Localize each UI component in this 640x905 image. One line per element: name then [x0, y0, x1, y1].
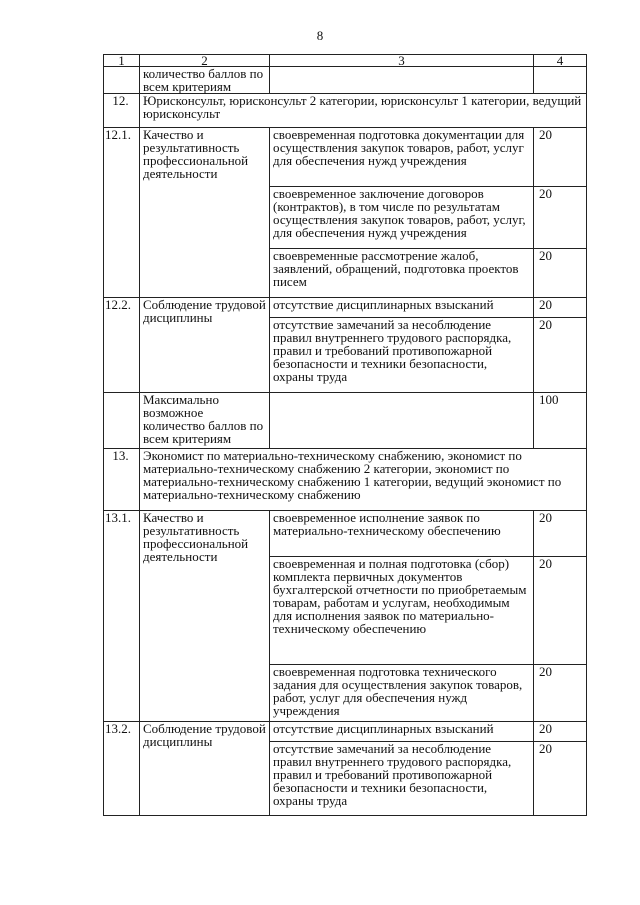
indicator-row	[104, 298, 587, 318]
indicator-score: 20	[534, 557, 587, 665]
indicator-score: 20	[534, 511, 587, 557]
indicator-score: 20	[534, 722, 587, 742]
indicator-score: 20	[534, 318, 587, 393]
indicator-score: 20	[534, 298, 587, 318]
page-number: 8	[316, 28, 324, 43]
group-number: 13.1.	[104, 511, 140, 722]
indicator-text: отсутствие дисциплинарных взысканий	[270, 722, 534, 742]
indicator-score: 20	[534, 187, 587, 249]
indicator-text: своевременные рассмотрение жалоб, заявлений, обращений, подготовка проектов писем	[270, 249, 534, 298]
indicator-score: 20	[534, 128, 587, 187]
indicator-text: своевременное заключение договоров (контрактов), в том числе по результатам осуществления закупок товаров, работ, услуг, для обеспечения нужд учреждения	[270, 187, 534, 249]
indicator-row	[104, 128, 587, 187]
max-score-label: Максимально возможное количество баллов по всем критериям	[140, 393, 270, 449]
indicator-text: отсутствие замечаний за несоблюдение правил внутреннего трудового распорядка, правил и требований противопожарной безопасности и техники безопасности, охраны труда	[270, 742, 534, 816]
group-criterion: Соблюдение трудовой дисциплины	[140, 722, 270, 816]
section-row	[104, 94, 587, 128]
indicator-row	[104, 722, 587, 742]
indicator-score: 20	[534, 665, 587, 722]
column-number: 3	[270, 55, 534, 67]
column-number: 2	[140, 55, 270, 67]
group-number: 12.1.	[104, 128, 140, 298]
column-numbers-row	[104, 55, 587, 67]
group-criterion: Качество и результативность профессиональной деятельности	[140, 511, 270, 722]
indicator-row	[104, 511, 587, 557]
criterion-text: количество баллов по всем критериям	[140, 67, 270, 94]
column-number: 1	[104, 55, 140, 67]
indicator-text: своевременная и полная подготовка (сбор) комплекта первичных документов бухгалтерской отчетности по приобретаемым товарам, работам и услугам, необходимым для исполнения заявок по материально-техническому обеспечению	[270, 557, 534, 665]
indicator-text: своевременная подготовка документации для осуществления закупок товаров, работ, услуг для обеспечения нужд учреждения	[270, 128, 534, 187]
indicator-text: отсутствие замечаний за несоблюдение правил внутреннего трудового распорядка, правил и требований противопожарной безопасности и техники безопасности, охраны труда	[270, 318, 534, 393]
group-criterion: Соблюдение трудовой дисциплины	[140, 298, 270, 393]
indicator-text: своевременное исполнение заявок по материально-техническому обеспечению	[270, 511, 534, 557]
indicator-text: отсутствие дисциплинарных взысканий	[270, 298, 534, 318]
group-number: 13.2.	[104, 722, 140, 816]
indicator-text: своевременная подготовка технического задания для осуществления закупок товаров, работ, услуг для обеспечения нужд учреждения	[270, 665, 534, 722]
max-score-value: 100	[534, 393, 587, 449]
max-score-row	[104, 393, 587, 449]
group-number: 12.2.	[104, 298, 140, 393]
criteria-table	[103, 54, 587, 816]
section-title: Юрисконсульт, юрисконсульт 2 категории, юрисконсульт 1 категории, ведущий юрисконсульт	[140, 94, 587, 128]
column-number: 4	[534, 55, 587, 67]
continued-total-row	[104, 67, 587, 94]
section-number: 12.	[104, 94, 140, 128]
section-row	[104, 449, 587, 511]
section-title: Экономист по материально-техническому снабжению, экономист по материально-техническому снабжению 2 категории, экономист по материально-техническому снабжению 1 категории, ведущий экономист по материально-техническому снабжению	[140, 449, 587, 511]
group-criterion: Качество и результативность профессиональной деятельности	[140, 128, 270, 298]
section-number: 13.	[104, 449, 140, 511]
indicator-score: 20	[534, 742, 587, 816]
indicator-score: 20	[534, 249, 587, 298]
